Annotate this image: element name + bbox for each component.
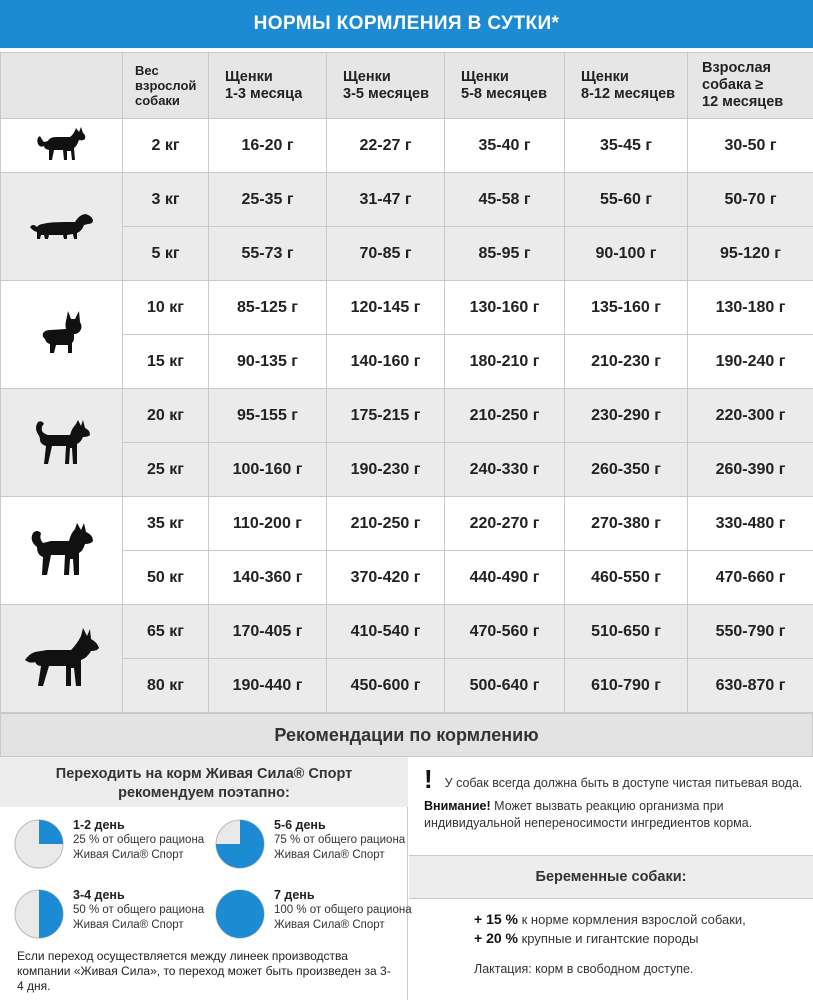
header-adult: Взрослая собака ≥ 12 месяцев [688, 53, 813, 119]
header-puppies-3-5: Щенки 3-5 месяцев [327, 53, 445, 119]
cell-p2: 190-230 г [327, 443, 445, 497]
cell-p3: 210-250 г [445, 389, 565, 443]
cell-p2: 31-47 г [327, 173, 445, 227]
cell-adult: 95-120 г [688, 227, 813, 281]
cell-p1: 90-135 г [209, 335, 327, 389]
cell-weight: 80 кг [123, 659, 209, 713]
cell-weight: 3 кг [123, 173, 209, 227]
husky-icon [1, 497, 123, 605]
cell-p3: 130-160 г [445, 281, 565, 335]
table-row [1, 605, 813, 659]
chihuahua-icon [1, 119, 123, 173]
cell-p3: 470-560 г [445, 605, 565, 659]
cell-p2: 175-215 г [327, 389, 445, 443]
stage-title: 5-6 день [274, 818, 326, 832]
cell-p4: 260-350 г [565, 443, 688, 497]
stage-line: 75 % от общего рациона [274, 834, 406, 846]
cell-p4: 55-60 г [565, 173, 688, 227]
stage-item [214, 818, 405, 870]
stage-item [13, 818, 204, 870]
header-blank [1, 53, 123, 119]
header-puppies-1-3: Щенки 1-3 месяца [209, 53, 327, 119]
header-weight: Вес взрослой собаки [123, 53, 209, 119]
header-puppies-8-12: Щенки 8-12 месяцев [565, 53, 688, 119]
cell-adult: 630-870 г [688, 659, 813, 713]
pregnant-info [474, 910, 804, 979]
cell-p3: 85-95 г [445, 227, 565, 281]
cell-adult: 220-300 г [688, 389, 813, 443]
lactation-note: Лактация: корм в свободном доступе. [474, 962, 694, 976]
cell-p3: 240-330 г [445, 443, 565, 497]
transition-note: Если переход осуществляется между линеек производства компании «Живая Сила», то переход может быть произведен за 3-4 дня. [17, 949, 391, 993]
cell-p4: 610-790 г [565, 659, 688, 713]
cell-p2: 120-145 г [327, 281, 445, 335]
pregnant-title: Беременные собаки: [409, 855, 813, 899]
cell-weight: 2 кг [123, 119, 209, 173]
cell-p2: 210-250 г [327, 497, 445, 551]
warning-text: Может вызвать реакцию организма при индивидуальной непереносимости ингредиентов корма. [424, 799, 753, 830]
table-row [1, 659, 813, 713]
stage-item [13, 888, 204, 940]
dachshund-icon [1, 173, 123, 281]
pie-chart-icon [214, 888, 266, 940]
shepherd-icon [1, 605, 123, 713]
pie-slice [39, 890, 63, 938]
cell-p3: 500-640 г [445, 659, 565, 713]
cell-p1: 85-125 г [209, 281, 327, 335]
cell-p2: 140-160 г [327, 335, 445, 389]
cell-adult: 190-240 г [688, 335, 813, 389]
header-puppies-5-8: Щенки 5-8 месяцев [445, 53, 565, 119]
cell-p2: 70-85 г [327, 227, 445, 281]
cell-p4: 460-550 г [565, 551, 688, 605]
table-row [1, 551, 813, 605]
cell-weight: 15 кг [123, 335, 209, 389]
table-row [1, 497, 813, 551]
pregnant-text-2: крупные и гигантские породы [521, 931, 699, 946]
cell-adult: 260-390 г [688, 443, 813, 497]
cell-p4: 230-290 г [565, 389, 688, 443]
transition-title: Переходить на корм Живая Сила® Спорт рекомендуем поэтапно: [0, 757, 408, 807]
stage-line: 50 % от общего рациона [73, 904, 205, 916]
cell-p4: 510-650 г [565, 605, 688, 659]
page-title: НОРМЫ КОРМЛЕНИЯ В СУТКИ* [0, 0, 813, 48]
cell-p2: 370-420 г [327, 551, 445, 605]
pie-slice [39, 820, 63, 844]
cell-p1: 55-73 г [209, 227, 327, 281]
cell-p4: 210-230 г [565, 335, 688, 389]
pie-chart-icon [13, 888, 65, 940]
cell-p4: 135-160 г [565, 281, 688, 335]
stage-brand: Живая Сила® Спорт [274, 849, 385, 861]
cell-p2: 22-27 г [327, 119, 445, 173]
cell-adult: 550-790 г [688, 605, 813, 659]
cell-p2: 450-600 г [327, 659, 445, 713]
cell-p4: 270-380 г [565, 497, 688, 551]
cell-p3: 440-490 г [445, 551, 565, 605]
stage-line: 25 % от общего рациона [73, 834, 205, 846]
shiba-icon [1, 389, 123, 497]
recommendations-title: Рекомендации по кормлению [0, 713, 813, 757]
table-row [1, 443, 813, 497]
table-row [1, 227, 813, 281]
cell-p1: 190-440 г [209, 659, 327, 713]
stage-title: 1-2 день [73, 818, 125, 832]
cell-p1: 95-155 г [209, 389, 327, 443]
warning-label: Внимание! [424, 799, 491, 813]
cell-p1: 16-20 г [209, 119, 327, 173]
table-header-row [1, 53, 813, 119]
cell-p1: 140-360 г [209, 551, 327, 605]
exclamation-icon: ! [424, 764, 433, 794]
stage-brand: Живая Сила® Спорт [73, 919, 184, 931]
cell-adult: 50-70 г [688, 173, 813, 227]
cell-weight: 10 кг [123, 281, 209, 335]
water-note: У собак всегда должна быть в доступе чистая питьевая вода. [444, 776, 803, 790]
cell-adult: 130-180 г [688, 281, 813, 335]
bulldog-icon [1, 281, 123, 389]
cell-p1: 170-405 г [209, 605, 327, 659]
warnings [424, 766, 809, 832]
stage-item [214, 888, 412, 940]
cell-p3: 35-40 г [445, 119, 565, 173]
cell-weight: 65 кг [123, 605, 209, 659]
cell-p3: 180-210 г [445, 335, 565, 389]
stage-brand: Живая Сила® Спорт [274, 919, 385, 931]
cell-weight: 50 кг [123, 551, 209, 605]
stage-line: 100 % от общего рациона [274, 904, 412, 916]
stage-brand: Живая Сила® Спорт [73, 849, 184, 861]
table-row [1, 335, 813, 389]
cell-adult: 470-660 г [688, 551, 813, 605]
cell-weight: 5 кг [123, 227, 209, 281]
pie-slice [216, 890, 264, 938]
cell-weight: 20 кг [123, 389, 209, 443]
cell-p3: 45-58 г [445, 173, 565, 227]
cell-p1: 100-160 г [209, 443, 327, 497]
pie-chart-icon [214, 818, 266, 870]
feeding-table [0, 52, 813, 713]
pregnant-value-2: + 20 % [474, 930, 518, 946]
cell-adult: 30-50 г [688, 119, 813, 173]
table-row [1, 173, 813, 227]
cell-p4: 35-45 г [565, 119, 688, 173]
stage-title: 3-4 день [73, 888, 125, 902]
table-row [1, 389, 813, 443]
pie-chart-icon [13, 818, 65, 870]
cell-weight: 25 кг [123, 443, 209, 497]
cell-p2: 410-540 г [327, 605, 445, 659]
stage-title: 7 день [274, 888, 315, 902]
pregnant-value-1: + 15 % [474, 911, 518, 927]
cell-weight: 35 кг [123, 497, 209, 551]
table-row [1, 119, 813, 173]
cell-p4: 90-100 г [565, 227, 688, 281]
cell-p1: 110-200 г [209, 497, 327, 551]
cell-p1: 25-35 г [209, 173, 327, 227]
table-row [1, 281, 813, 335]
cell-adult: 330-480 г [688, 497, 813, 551]
cell-p3: 220-270 г [445, 497, 565, 551]
pregnant-text-1: к норме кормления взрослой собаки, [521, 912, 746, 927]
